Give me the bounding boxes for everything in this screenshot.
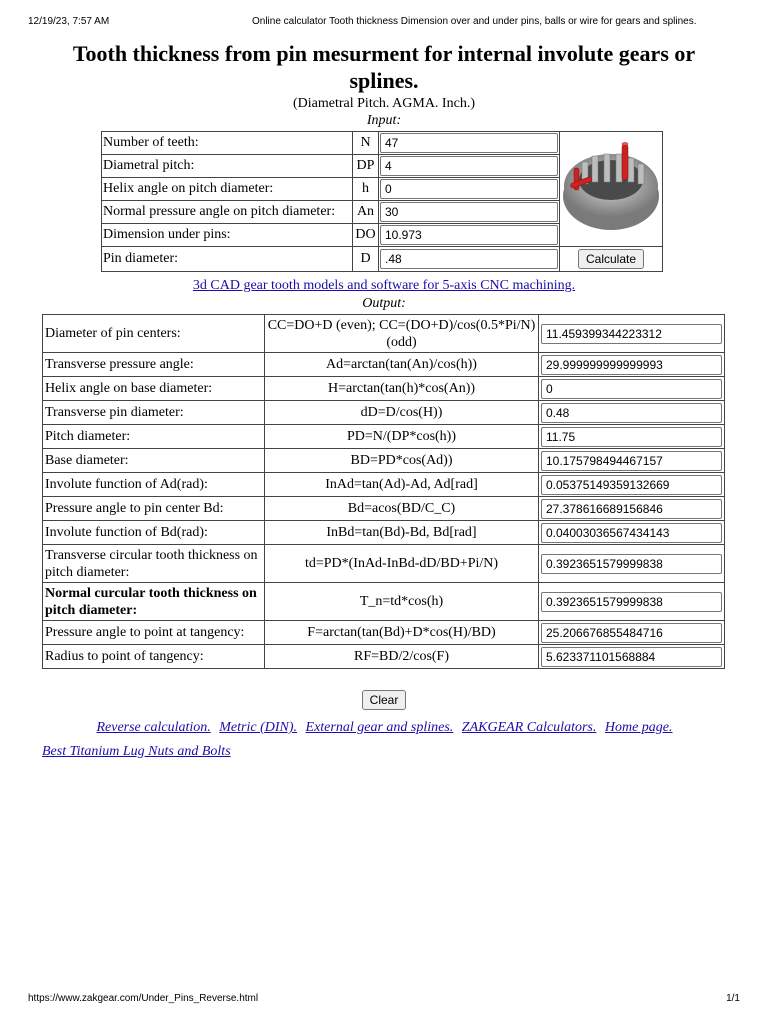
output-row <box>43 645 725 669</box>
radius-tangency-output[interactable] <box>541 647 722 667</box>
output-row-label: Pressure angle to pin center Bd: <box>43 497 265 521</box>
input-row-symbol: N <box>353 132 379 155</box>
transverse-tooth-thickness-output[interactable] <box>541 554 722 574</box>
calculate-button[interactable]: Calculate <box>578 249 644 269</box>
gear-image-cell <box>560 132 663 247</box>
input-row-symbol: An <box>353 201 379 224</box>
output-row-formula: InBd=tan(Bd)-Bd, Bd[rad] <box>265 521 539 545</box>
titanium-lug-nuts-link[interactable]: Best Titanium Lug Nuts and Bolts <box>42 744 231 759</box>
output-row-label: Radius to point of tangency: <box>43 645 265 669</box>
output-row-formula: BD=PD*cos(Ad)) <box>265 449 539 473</box>
helix-angle-input[interactable] <box>380 179 558 199</box>
input-row-label: Dimension under pins: <box>102 224 353 247</box>
print-url: https://www.zakgear.com/Under_Pins_Reverse.html <box>28 993 259 1004</box>
pin-diameter-input[interactable] <box>380 249 558 269</box>
pressure-angle-pin-center-output[interactable] <box>541 499 722 519</box>
input-row-symbol: h <box>353 178 379 201</box>
output-row-label: Helix angle on base diameter: <box>43 377 265 401</box>
transverse-pressure-angle-output[interactable] <box>541 355 722 375</box>
output-row-label: Involute function of Ad(rad): <box>43 473 265 497</box>
cad-software-link[interactable]: 3d CAD gear tooth models and software for 5-axis CNC machining. <box>192 278 576 293</box>
input-row-symbol: D <box>353 247 379 272</box>
output-row <box>43 473 725 497</box>
print-datetime: 12/19/23, 7:57 AM <box>28 16 110 27</box>
output-table <box>42 314 725 669</box>
output-row <box>43 449 725 473</box>
input-table <box>101 131 663 272</box>
output-row-label: Transverse pin diameter: <box>43 401 265 425</box>
input-row-symbol: DP <box>353 155 379 178</box>
print-page-title: Online calculator Tooth thickness Dimension over and under pins, balls or wire for gears and splines. <box>252 16 697 27</box>
output-row <box>43 401 725 425</box>
output-row <box>43 497 725 521</box>
input-label: Input: <box>366 113 402 128</box>
output-row-label: Transverse pressure angle: <box>43 353 265 377</box>
output-row-formula: InAd=tan(Ad)-Ad, Ad[rad] <box>265 473 539 497</box>
output-row-formula: Bd=acos(BD/C_C) <box>265 497 539 521</box>
input-row-symbol: DO <box>353 224 379 247</box>
output-row <box>43 315 725 353</box>
zakgear-calculators-link[interactable]: ZAKGEAR Calculators. <box>461 720 597 735</box>
reverse-calculation-link[interactable]: Reverse calculation. <box>96 720 211 735</box>
input-row-label: Helix angle on pitch diameter: <box>102 178 353 201</box>
output-row-formula: CC=DO+D (even); CC=(DO+D)/cos(0.5*Pi/N) (odd) <box>265 315 539 353</box>
output-row <box>43 621 725 645</box>
transverse-pin-diameter-output[interactable] <box>541 403 722 423</box>
clear-button[interactable]: Clear <box>362 690 407 710</box>
output-row-label: Base diameter: <box>43 449 265 473</box>
normal-pressure-angle-input[interactable] <box>380 202 558 222</box>
print-page-number: 1/1 <box>726 993 740 1004</box>
input-row-label: Normal pressure angle on pitch diameter: <box>102 201 353 224</box>
output-row <box>43 583 725 621</box>
input-row-label: Diametral pitch: <box>102 155 353 178</box>
normal-tooth-thickness-output[interactable] <box>541 592 722 612</box>
output-row-label: Pressure angle to point at tangency: <box>43 621 265 645</box>
pitch-diameter-output[interactable] <box>541 427 722 447</box>
output-row <box>43 521 725 545</box>
output-row-label: Pitch diameter: <box>43 425 265 449</box>
output-row-formula: F=arctan(tan(Bd)+D*cos(H)/BD) <box>265 621 539 645</box>
dimension-under-pins-input[interactable] <box>380 225 558 245</box>
metric-din-link[interactable]: Metric (DIN). <box>219 720 298 735</box>
output-row <box>43 377 725 401</box>
output-row-formula: H=arctan(tan(h)*cos(An)) <box>265 377 539 401</box>
output-row-formula: dD=D/cos(H)) <box>265 401 539 425</box>
input-row <box>102 132 663 155</box>
footer-links <box>42 716 732 764</box>
page-title: Tooth thickness from pin mesurment for internal involute gears or splines. <box>72 41 696 93</box>
pressure-angle-tangency-output[interactable] <box>541 623 722 643</box>
helix-angle-base-output[interactable] <box>541 379 722 399</box>
output-label: Output: <box>362 296 406 311</box>
output-row-label: Normal curcular tooth thickness on pitch diameter: <box>43 583 265 621</box>
external-gear-link[interactable]: External gear and splines. <box>305 720 454 735</box>
pin-centers-diameter-output[interactable] <box>541 324 722 344</box>
output-row-formula: Ad=arctan(tan(An)/cos(h)) <box>265 353 539 377</box>
involute-bd-output[interactable] <box>541 523 722 543</box>
output-row-label: Diameter of pin centers: <box>43 315 265 353</box>
page-subtitle: (Diametral Pitch. AGMA. Inch.) <box>293 96 475 111</box>
output-row-formula: PD=N/(DP*cos(h)) <box>265 425 539 449</box>
output-row <box>43 353 725 377</box>
output-row-formula: td=PD*(InAd-InBd-dD/BD+Pi/N) <box>265 545 539 583</box>
diametral-pitch-input[interactable] <box>380 156 558 176</box>
home-page-link[interactable]: Home page. <box>604 720 673 735</box>
output-row-formula: RF=BD/2/cos(F) <box>265 645 539 669</box>
output-row-label: Involute function of Bd(rad): <box>43 521 265 545</box>
input-row-label: Pin diameter: <box>102 247 353 272</box>
output-row-formula: T_n=td*cos(h) <box>265 583 539 621</box>
output-row-label: Transverse circular tooth thickness on pitch diameter: <box>43 545 265 583</box>
number-of-teeth-input[interactable] <box>380 133 558 153</box>
input-row <box>102 247 663 272</box>
output-row <box>43 425 725 449</box>
base-diameter-output[interactable] <box>541 451 722 471</box>
internal-gear-with-pins-image <box>562 134 660 234</box>
output-row <box>43 545 725 583</box>
involute-ad-output[interactable] <box>541 475 722 495</box>
input-row-label: Number of teeth: <box>102 132 353 155</box>
